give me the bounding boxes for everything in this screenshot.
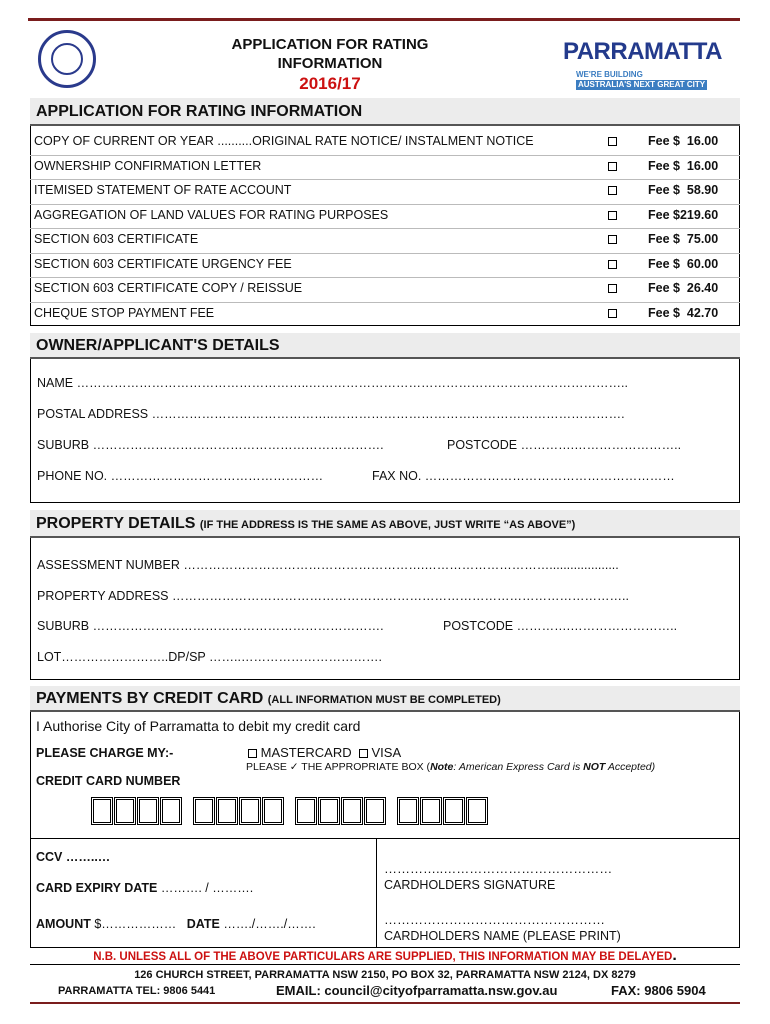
date-label: DATE [186, 917, 220, 931]
card-digit-box[interactable] [364, 797, 386, 825]
rating-item-checkbox[interactable] [608, 211, 617, 220]
rating-item-fee: Fee $ 75.00 [648, 232, 719, 246]
rating-item-checkbox[interactable] [608, 260, 617, 269]
card-digit-box[interactable] [160, 797, 182, 825]
rating-row-divider [30, 277, 740, 278]
parramatta-logo: PARRAMATTA [563, 38, 722, 65]
card-digit-box[interactable] [295, 797, 317, 825]
rating-item-label: SECTION 603 CERTIFICATE [34, 232, 199, 246]
owner-postcode-field[interactable]: POSTCODE ………….…………………….. [447, 438, 682, 452]
rating-item-label: AGGREGATION OF LAND VALUES FOR RATING PURPOSES [34, 207, 389, 222]
payment-divider [30, 838, 740, 839]
card-number-boxes [91, 797, 489, 830]
rating-item-fee: Fee $ 42.70 [648, 305, 719, 320]
lot-dp-field[interactable]: LOT……………………..DP/SP ……..……………………………. [37, 650, 382, 664]
card-digit-box[interactable] [341, 797, 363, 825]
bottom-rule [30, 1002, 740, 1004]
rating-item-checkbox[interactable] [608, 162, 617, 171]
rating-item-fee: Fee $219.60 [648, 207, 719, 222]
date-field[interactable]: ……./……./……. [223, 917, 316, 931]
property-postcode-field[interactable]: POSTCODE ………….…………………….. [443, 619, 678, 633]
tick-note-e: Accepted) [605, 761, 656, 773]
city-seal-icon [38, 30, 96, 88]
footer-fax: FAX: 9806 5904 [611, 983, 706, 998]
card-digit-box[interactable] [318, 797, 340, 825]
rating-item-label: CHEQUE STOP PAYMENT FEE [34, 305, 215, 320]
rating-row-divider [30, 228, 740, 229]
rating-row-divider [30, 302, 740, 303]
rating-item-checkbox[interactable] [608, 309, 617, 318]
property-heading-text: PROPERTY DETAILS [36, 515, 196, 532]
expiry-label: CARD EXPIRY DATE [36, 881, 158, 895]
form-title-line1: APPLICATION FOR RATING [231, 36, 429, 53]
mastercard-checkbox[interactable] [248, 749, 257, 758]
signature-label: CARDHOLDERS SIGNATURE [384, 878, 556, 892]
rating-item-fee: Fee $ 16.00 [648, 134, 719, 148]
footer-address: 126 CHURCH STREET, PARRAMATTA NSW 2150, PO BOX 32, PARRAMATTA NSW 2124, DX 8279 [134, 969, 636, 981]
card-digit-box[interactable] [262, 797, 284, 825]
rating-item-fee: Fee $ 26.40 [648, 281, 719, 295]
delay-warning-text: N.B. UNLESS ALL OF THE ABOVE PARTICULARS ARE SUPPLIED, THIS INFORMATION MAY BE DELAYED [93, 951, 673, 963]
rating-row-divider [30, 155, 740, 156]
card-digit-box[interactable] [114, 797, 136, 825]
form-year: 2016/17 [299, 74, 361, 93]
charge-label: PLEASE CHARGE MY:- [36, 746, 174, 760]
card-digit-box[interactable] [137, 797, 159, 825]
footer-tel: PARRAMATTA TEL: 9806 5441 [58, 985, 216, 997]
cardholder-name-field[interactable]: …………………………………………… [384, 912, 605, 927]
visa-label: VISA [371, 745, 402, 760]
rating-heading: APPLICATION FOR RATING INFORMATION [30, 98, 740, 126]
property-suburb-field[interactable]: SUBURB ……………………………………………………………. [37, 619, 384, 633]
owner-suburb-field[interactable]: SUBURB ……………………………………………………………. [37, 438, 384, 452]
payment-heading-note: (ALL INFORMATION MUST BE COMPLETED) [267, 694, 501, 706]
form-title-line2: INFORMATION [277, 55, 383, 72]
rating-item-label: COPY OF CURRENT OR YEAR ..........ORIGINAL RATE NOTICE/ INSTALMENT NOTICE [34, 134, 534, 148]
property-heading-note: (IF THE ADDRESS IS THE SAME AS ABOVE, JUST WRITE “AS ABOVE”) [199, 519, 576, 531]
authorise-text: I Authorise City of Parramatta to debit my credit card [36, 718, 361, 734]
rating-item-label: ITEMISED STATEMENT OF RATE ACCOUNT [34, 183, 292, 197]
property-address-field[interactable]: PROPERTY ADDRESS ……………………………………………………………………………………………….. [37, 589, 629, 603]
ccv-field[interactable]: CCV ……..… [36, 850, 111, 864]
name-field[interactable]: NAME ………………………………………………..………………………………………………………………….. [37, 376, 628, 390]
rating-item-label: OWNERSHIP CONFIRMATION LETTER [34, 158, 262, 173]
rating-row-divider [30, 253, 740, 254]
rating-item-checkbox[interactable] [608, 284, 617, 293]
rating-item-checkbox[interactable] [608, 235, 617, 244]
expiry-field[interactable]: ………. / ………. [160, 881, 254, 895]
card-digit-box[interactable] [91, 797, 113, 825]
signature-field[interactable]: …………..………………………………… [384, 861, 613, 876]
cardholder-name-label: CARDHOLDERS NAME (PLEASE PRINT) [384, 929, 621, 943]
footer-rule [30, 964, 740, 965]
tick-note [246, 761, 655, 773]
tick-note-a: PLEASE ✓ THE APPROPRIATE BOX ( [246, 761, 431, 773]
amount-row [36, 917, 316, 931]
card-type-options [248, 745, 401, 760]
rating-item-fee: Fee $ 60.00 [648, 256, 719, 271]
phone-field[interactable]: PHONE NO. …………………………………………… [37, 469, 324, 483]
logo-tagline-2: AUSTRALIA'S NEXT GREAT CITY [578, 80, 706, 89]
footer-email[interactable]: EMAIL: council@cityofparramatta.nsw.gov.au [276, 983, 558, 998]
tick-note-c: : American Express Card is [453, 761, 584, 773]
card-digit-box[interactable] [420, 797, 442, 825]
payment-vertical-divider [376, 838, 377, 948]
amount-label: AMOUNT [36, 917, 91, 931]
delay-warning: N.B. UNLESS ALL OF THE ABOVE PARTICULARS ARE SUPPLIED, THIS INFORMATION MAY BE DELAYED. [93, 947, 677, 964]
rating-item-label: SECTION 603 CERTIFICATE COPY / REISSUE [34, 281, 303, 295]
mastercard-label: MASTERCARD [260, 745, 352, 760]
rating-row-divider [30, 204, 740, 205]
card-digit-box[interactable] [239, 797, 261, 825]
rating-item-checkbox[interactable] [608, 186, 617, 195]
fax-field[interactable]: FAX NO. …………………………………………………… [372, 469, 675, 483]
logo-tagline-1: WE'RE BUILDING [576, 70, 643, 79]
visa-checkbox[interactable] [359, 749, 368, 758]
card-digit-box[interactable] [397, 797, 419, 825]
card-number-label: CREDIT CARD NUMBER [36, 774, 181, 788]
rating-row-divider [30, 179, 740, 180]
expiry-row [36, 881, 253, 895]
rating-item-label: SECTION 603 CERTIFICATE URGENCY FEE [34, 256, 292, 271]
card-digit-box[interactable] [466, 797, 488, 825]
card-digit-box[interactable] [443, 797, 465, 825]
owner-heading: OWNER/APPLICANT'S DETAILS [30, 333, 740, 359]
payment-heading-text: PAYMENTS BY CREDIT CARD [36, 690, 264, 707]
tick-note-b: Note [430, 761, 454, 773]
payment-heading [30, 686, 740, 712]
assessment-number-field[interactable]: ASSESSMENT NUMBER ………………………………………………….………………………….................... [37, 558, 619, 572]
card-digit-box[interactable] [216, 797, 238, 825]
rating-item-fee: Fee $ 58.90 [648, 183, 719, 197]
top-rule [28, 18, 740, 21]
property-heading [30, 510, 740, 538]
amount-field[interactable]: $……………… [94, 917, 177, 931]
postal-address-field[interactable]: POSTAL ADDRESS ……………………………………..……………………………………………………………. [37, 407, 625, 421]
tick-note-d: NOT [583, 761, 606, 773]
card-digit-box[interactable] [193, 797, 215, 825]
rating-item-fee: Fee $ 16.00 [648, 158, 719, 173]
rating-item-checkbox[interactable] [608, 137, 617, 146]
